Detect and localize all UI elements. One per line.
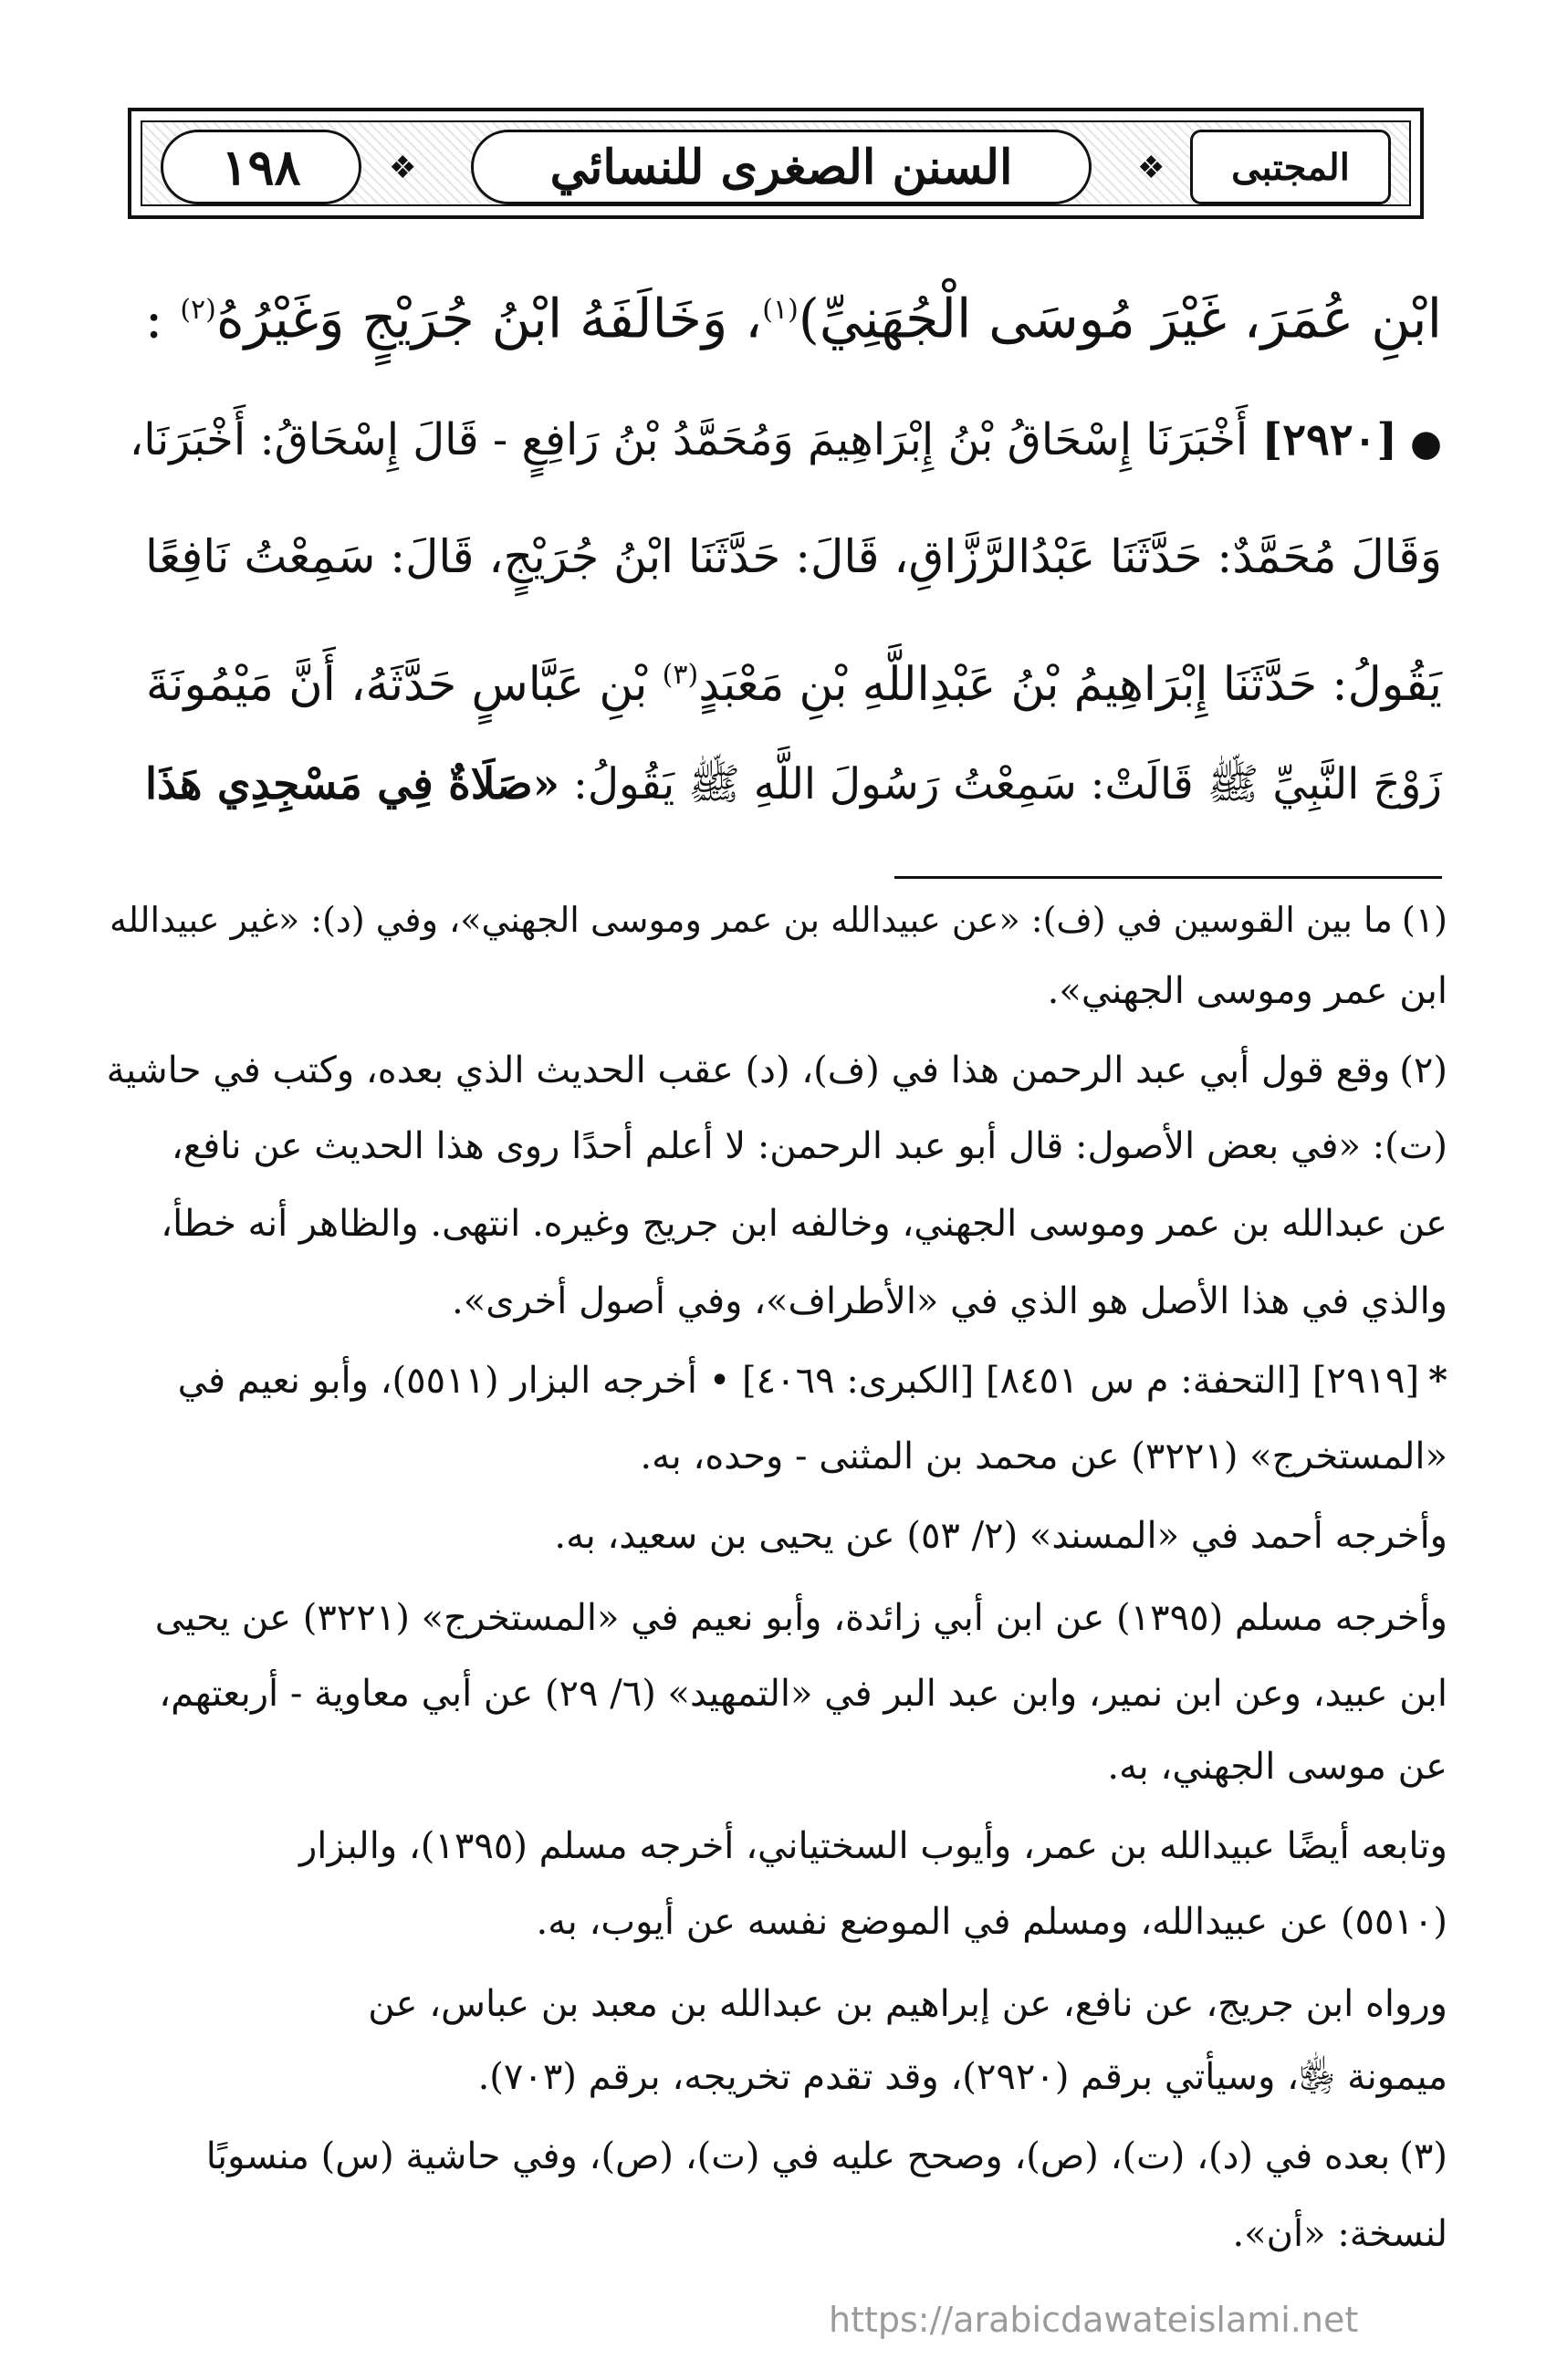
takhrij-line (106, 1355, 1447, 1406)
takhrij-star: * (1428, 1359, 1447, 1402)
book-title: السنن الصغرى للنسائي (471, 130, 1092, 204)
text-line (128, 403, 1442, 480)
ornament-knot-icon: ❖ (389, 150, 417, 186)
text-segment: زَوْجَ النَّبِيِّ ﷺ قَالَتْ: سَمِعْتُ رَسُولَ اللَّهِ ﷺ يَقُولُ: (573, 759, 1442, 809)
ornament-knot-icon: ❖ (1137, 150, 1165, 186)
takhrij-text: [٢٩١٩] [التحفة: م س ٨٤٥١] [الكبرى: ٤٠٦٩] • أخرجه البزار (٥٥١١)، وأبو نعيم في (177, 1360, 1420, 1402)
takhrij-line (106, 1978, 1447, 2030)
takhrij-line (106, 1510, 1447, 1561)
takhrij-text: ورواه ابن جريج، عن نافع، عن إبراهيم بن عبدالله بن معبد بن عباس، عن (368, 1983, 1447, 2025)
footnote-text: بعده في (د)، (ت)، (ص)، وصحح عليه في (ت)، (ص)، وفي حاشية (س) منسوبًا (205, 2135, 1391, 2177)
takhrij-text: وتابعه أيضًا عبيدالله بن عمر، وأيوب السختياني، أخرجه مسلم (١٣٩٥)، والبزار (298, 1825, 1447, 1867)
takhrij-text: وأخرجه أحمد في «المسند» (٢/ ٥٣) عن يحيى بن سعيد، به. (554, 1515, 1447, 1557)
footnote-ref: (٣) (662, 659, 699, 691)
footnote-number: (٣) (1399, 2135, 1447, 2177)
footnote-number: (١) (1401, 900, 1447, 940)
footnote-line (106, 894, 1447, 945)
takhrij-line (106, 1668, 1447, 1719)
footnote-ref: (٢) (180, 294, 216, 326)
footnote-text: ما بين القوسين في (ف): «عن عبيدالله بن عمر وموسى الجهني»، وفي (د): «غير عبيدالله (109, 900, 1393, 940)
page-number: ١٩٨ (161, 130, 361, 204)
text-segment: بْنِ عَبَّاسٍ حَدَّثَهُ، أَنَّ مَيْمُونَةَ (145, 658, 648, 712)
text-segment: ابْنِ عُمَرَ، غَيْرَ مُوسَى الْجُهَنِيِّ) (798, 287, 1442, 350)
footnote-text: ابن عمر وموسى الجهني». (1047, 970, 1447, 1012)
footnote-line (106, 1045, 1447, 1096)
footnote-line (106, 1121, 1447, 1172)
footnote-text: والذي في هذا الأصل هو الذي في «الأطراف»، وفي أصول أخرى». (452, 1280, 1447, 1322)
bullet-icon: ● (1410, 422, 1442, 465)
text-line (128, 274, 1442, 356)
footnote-line (106, 2208, 1447, 2260)
footnote-number: (٢) (1399, 1049, 1447, 1091)
takhrij-line (106, 1741, 1447, 1792)
text-segment: ، وَخَالَفَهُ ابْنُ جُرَيْجٍ وَغَيْرُهُ (215, 287, 763, 350)
footnote-text: وقع قول أبي عبد الرحمن هذا في (ف)، (د) عقب الحديث الذي بعده، وكتب في حاشية (106, 1049, 1391, 1091)
series-title: المجتبى (1190, 130, 1391, 204)
takhrij-line (106, 1896, 1447, 1947)
header-ornament-band (141, 120, 1411, 206)
footnote-ref: (١) (762, 294, 799, 326)
text-segment: يَقُولُ: حَدَّثَنَا إِبْرَاهِيمُ بْنُ عَبْدِاللَّهِ بْنِ مَعْبَدٍ (698, 658, 1442, 712)
hadith-quote: «صَلَاةٌ فِي مَسْجِدِي هَذَا (144, 759, 560, 809)
footnote-divider (894, 876, 1442, 879)
takhrij-text: «المستخرج» (٣٢٢١) عن محمد بن المثنى - وحده، به. (640, 1435, 1447, 1477)
takhrij-text: وأخرجه مسلم (١٣٩٥) عن ابن أبي زائدة، وأبو نعيم في «المستخرج» (٣٢٢١) عن يحيى (154, 1597, 1447, 1639)
hadith-number: [٢٩٢٠] (1261, 414, 1398, 465)
page-header (128, 108, 1424, 219)
takhrij-line (106, 1821, 1447, 1872)
footnote-text: عن عبدالله بن عمر وموسى الجهني، وخالفه ابن جريج وغيره. انتهى. والظاهر أنه خطأ، (161, 1203, 1447, 1245)
footnote-text: (ت): «في بعض الأصول: قال أبو عبد الرحمن: لا أعلم أحدًا روى هذا الحديث عن نافع، (171, 1125, 1447, 1167)
footnote-line (106, 1198, 1447, 1249)
footnote-line (106, 966, 1447, 1017)
text-segment: وَقَالَ مُحَمَّدٌ: حَدَّثَنَا عَبْدُالرَّزَّاقِ، قَالَ: حَدَّثَنَا ابْنُ جُرَيْجٍ، قَالَ: سَمِعْتُ نَافِعًا (145, 530, 1442, 583)
takhrij-line (106, 2051, 1447, 2103)
takhrij-text: (٥٥١٠) عن عبيدالله، ومسلم في الموضع نفسه عن أيوب، به. (536, 1901, 1447, 1943)
text-segment: أَخْبَرَنَا إِسْحَاقُ بْنُ إِبْرَاهِيمَ وَمُحَمَّدُ بْنُ رَافِعٍ - قَالَ إِسْحَاقُ: أَخْبَرَنَا، (129, 414, 1249, 465)
footnote-line (106, 2131, 1447, 2182)
source-watermark: https://arabicdawateislami.net (829, 2300, 1359, 2340)
takhrij-line (106, 1592, 1447, 1644)
text-segment: : (144, 287, 163, 350)
takhrij-text: ميمونة ﵂، وسيأتي برقم (٢٩٢٠)، وقد تقدم تخريجه، برقم (٧٠٣). (477, 2056, 1447, 2098)
takhrij-line (106, 1431, 1447, 1482)
text-line (128, 748, 1442, 821)
takhrij-text: ابن عبيد، وعن ابن نمير، وابن عبد البر في «التمهيد» (٦/ ٢٩) عن أبي معاوية - أربعتهم، (159, 1673, 1447, 1715)
footnote-text: لنسخة: «أن». (1232, 2213, 1447, 2255)
takhrij-text: عن موسى الجهني، به. (1107, 1746, 1447, 1788)
footnote-line (106, 1276, 1447, 1327)
text-line (128, 520, 1442, 593)
text-line (128, 639, 1442, 722)
